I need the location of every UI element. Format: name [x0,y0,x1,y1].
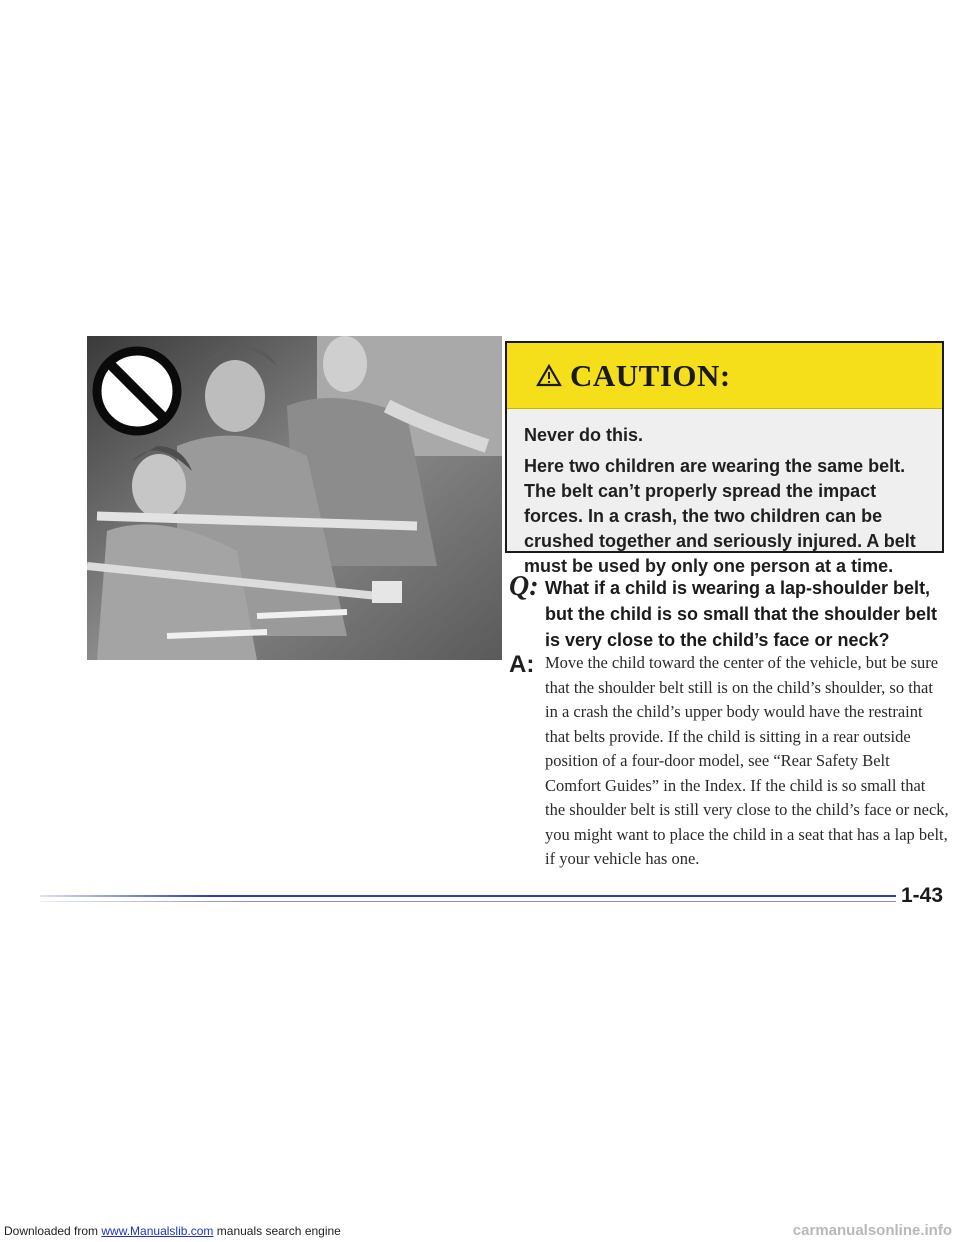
caution-body [507,409,942,579]
illustration-photo [87,336,502,660]
caution-title: CAUTION: [570,357,731,393]
children-sharing-belt-illustration [87,336,502,660]
answer-block [509,651,949,872]
question-marker: Q: [509,571,539,602]
warning-triangle-icon [536,364,562,387]
manualslib-link[interactable]: www.Manualslib.com [101,1224,214,1238]
download-notice [4,1224,341,1238]
question-block [509,571,949,653]
download-suffix: manuals search engine [213,1224,341,1238]
answer-text: Move the child toward the center of the vehicle, but be sure that the shoulder belt still is on the child’s shoulder, so that in a crash the child’s upper body would have the restraint that belts provide. If the child is sitting in a rear outside position of a four-door model, see “Rear Safety Belt Comfort Guides” in the Index. If the child is so small that the shoulder belt is still very close to the child’s face or neck, you might want to place the child in a seat that has a lap belt, if your vehicle has one. [545,653,949,868]
question-text: What if a child is wearing a lap-shoulder belt, but the child is so small that the shoulder belt is very close to the child’s face or neck? [545,578,938,650]
download-prefix: Downloaded from [4,1224,102,1238]
caution-lead: Never do this. [524,425,644,445]
footer-rule-secondary [40,901,896,902]
caution-header [507,343,942,409]
caution-text: Here two children are wearing the same belt. The belt can’t properly spread the impact forces. In a crash, the two children can be crushed together and seriously injured. A belt must be used by only one person at a time. [524,456,916,576]
page-number: 1-43 [901,884,944,907]
no-symbol-icon [97,351,177,431]
footer-rule [40,895,896,897]
answer-marker: A: [509,651,535,678]
brand-watermark: carmanualsonline.info [792,1222,952,1239]
caution-box [505,341,944,576]
